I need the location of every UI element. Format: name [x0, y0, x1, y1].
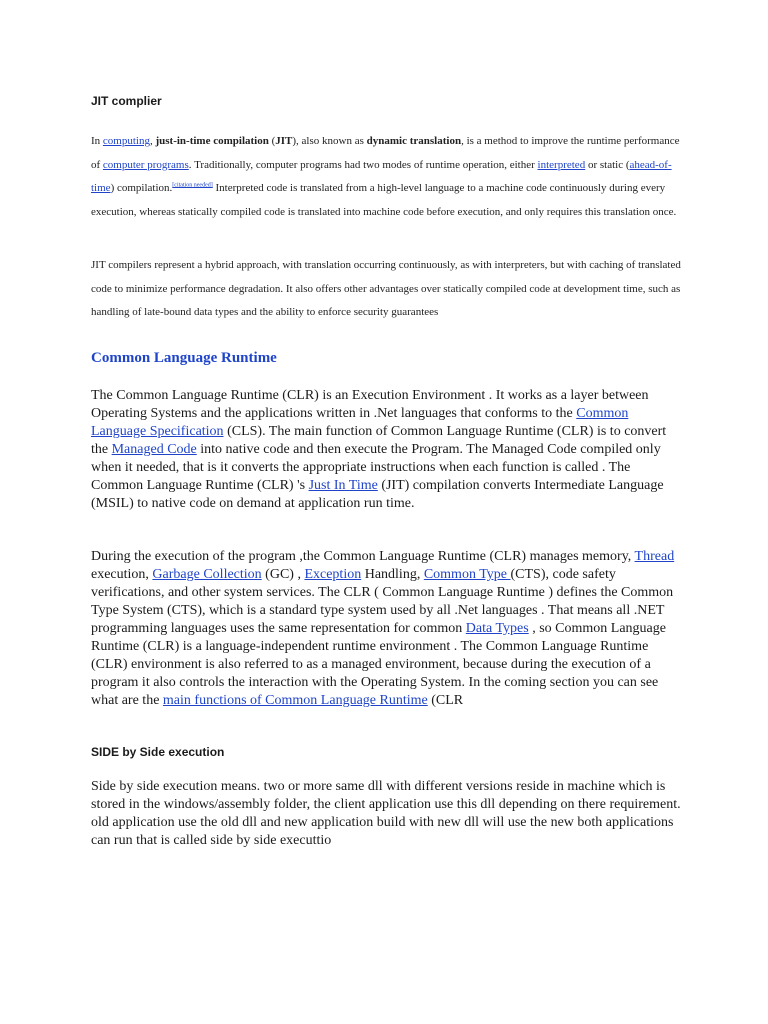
link-main-functions-clr[interactable]: main functions of Common Language Runtime [162, 693, 428, 708]
side-paragraph-1: Side by side execution means. two or more same dll with different versions reside in machine which is stored in the windows/assembly folder, the client application use this dll depending on there requirement. old application use the old dll and new application build with new dll will use the new both applications can run that is called side by side executtio [91, 779, 681, 848]
link-garbage-collection[interactable]: Garbage Collection [152, 567, 262, 582]
clr-paragraph-2: During the execution of the program ,the Common Language Runtime (CLR) manages memory, Thread execution, Garbage Collection (GC) , Exception Handling, Common Type (CTS), code safety verifications, and other system services. The CLR ( Common Language Runtime ) defines the Common Type System (CTS), which is a standard type system used by all .Net languages . That means all .NET programming languages uses the same representation for common Data Types , so Common Language Runtime (CLR) is a language-independent runtime environment . The Common Language Runtime (CLR) environment is also referred to as a managed environment, because during the execution of a program it also controls the interaction with the Operating System. In the coming section you can see what are the main functions of Common Language Runtime (CLR [91, 549, 675, 708]
link-common-language-specification[interactable]: Common Language Specification [91, 406, 629, 439]
jit-paragraph-1: In computing, just-in-time compilation (JIT), also known as dynamic translation, is a method to improve the runtime performance of computer programs. Traditionally, computer programs had two modes of runtime operation, either interpreted or static (ahead-of-time) compilation.[citation needed] Interpreted code is translated from a high-level language to a machine code continuously during every execution, whereas statically compiled code is translated into machine code before execution, and only requires this translation once. [91, 135, 680, 218]
link-computer-programs[interactable]: computer programs [102, 158, 189, 171]
link-interpreted[interactable]: interpreted [537, 158, 586, 171]
side-heading: SIDE by Side execution [91, 745, 225, 759]
link-exception[interactable]: Exception [304, 567, 362, 582]
link-managed-code[interactable]: Managed Code [111, 442, 197, 457]
jit-paragraph-2: JIT compilers represent a hybrid approach, with translation occurring continuously, as with interpreters, but with caching of translated code to minimize performance degradation. It also offers other advantages over statically compiled code at development time, such as handling of late-bound data types and the ability to enforce security guarantees [91, 259, 681, 318]
link-thread[interactable]: Thread [634, 549, 675, 564]
link-common-type[interactable]: Common Type [423, 567, 511, 582]
jit-heading: JIT complier [91, 94, 162, 108]
link-computing[interactable]: computing [102, 135, 150, 147]
citation-needed-link[interactable]: [citation needed] [172, 182, 213, 189]
clr-heading: Common Language Runtime [91, 350, 277, 366]
clr-paragraph-1: The Common Language Runtime (CLR) is an Execution Environment . It works as a layer between Operating Systems and the applications written in .Net languages that conforms to the Common Language Specification (CLS). The main function of Common Language Runtime (CLR) is to convert the Managed Code into native code and then execute the Program. The Managed Code compiled only when it needed, that is it converts the appropriate instructions when each function is called . The Common Language Runtime (CLR) 's Just In Time (JIT) compilation converts Intermediate Language (MSIL) to native code on demand at application run time. [91, 388, 667, 511]
link-ahead-of-time[interactable]: ahead-of-time [91, 158, 672, 194]
link-data-types[interactable]: Data Types [465, 621, 529, 636]
link-just-in-time[interactable]: Just In Time [308, 478, 378, 493]
